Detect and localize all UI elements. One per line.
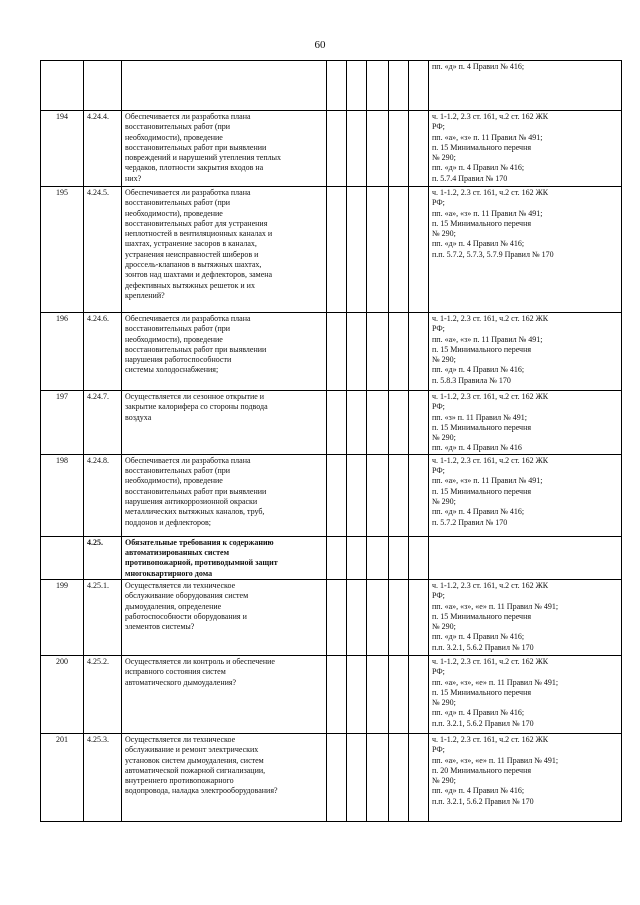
table-row — [41, 187, 622, 313]
answer-cell — [347, 111, 367, 187]
answer-cell — [347, 391, 367, 455]
question-line: необходимости), проведение — [125, 208, 223, 218]
answer-cell — [389, 313, 409, 391]
norm-line: пп. «а», «з», «е» п. 11 Правил № 491; — [432, 755, 559, 765]
norm-line: ч. 1-1.2, 2.3 ст. 161, ч.2 ст. 162 ЖК — [432, 314, 549, 323]
norm-line: РФ; — [432, 402, 445, 412]
item-code: 4.24.7. — [84, 391, 122, 455]
row-number — [41, 61, 84, 111]
answer-cell — [409, 61, 429, 111]
question-line: восстановительных работ (при — [125, 324, 231, 334]
norm-line: РФ; — [432, 466, 445, 476]
answer-cell — [409, 454, 429, 536]
norm-line: № 290; — [432, 698, 456, 708]
answer-cell — [327, 536, 347, 579]
norm-line: п. 5.7.2 Правил № 170 — [432, 517, 508, 527]
norm-references — [429, 536, 622, 579]
item-code: 4.24.4. — [84, 111, 122, 187]
question-line: зонтов над шахтами и дефлекторов, замена — [125, 270, 273, 280]
norm-line: ч. 1-1.2, 2.3 ст. 161, ч.2 ст. 162 ЖК — [432, 580, 549, 590]
answer-cell — [409, 391, 429, 455]
norm-line: п. 15 Минимального перечня — [432, 422, 532, 432]
question-line: Обеспечивается ли разработка плана — [125, 455, 251, 465]
norm-line: № 290; — [432, 355, 456, 365]
answer-cell — [409, 187, 429, 313]
question-line: обслуживание оборудования систем — [125, 591, 249, 601]
row-number: 199 — [41, 579, 84, 655]
norm-line: РФ; — [432, 122, 445, 132]
question-line: Осуществляется ли техническое — [125, 580, 236, 590]
question-text — [122, 733, 327, 821]
question-text — [122, 187, 327, 313]
answer-cell — [347, 733, 367, 821]
answer-cell — [367, 733, 389, 821]
norm-references — [429, 313, 622, 391]
norm-line: пп. «д» п. 4 Правил № 416; — [432, 786, 525, 796]
question-text — [122, 111, 327, 187]
table-row — [41, 579, 622, 655]
question-line: дымоудаления, определение — [125, 601, 222, 611]
answer-cell — [389, 111, 409, 187]
question-line: шахтах, устранение засоров в каналах, — [125, 239, 257, 249]
question-line: Обязательные требования к содержанию — [125, 537, 274, 547]
norm-line: РФ; — [432, 591, 445, 601]
answer-cell — [327, 579, 347, 655]
norm-line: п. 15 Минимального перечня — [432, 486, 532, 496]
question-line: чердаков, плотности закрытия входов на — [125, 163, 264, 173]
question-line: многоквартирного дома — [125, 568, 213, 578]
answer-cell — [389, 454, 409, 536]
answer-cell — [409, 579, 429, 655]
norm-references — [429, 187, 622, 313]
item-code — [84, 61, 122, 111]
norm-line: пп. «д» п. 4 Правил № 416; — [432, 365, 525, 375]
answer-cell — [347, 454, 367, 536]
answer-cell — [409, 733, 429, 821]
question-line: восстановительных работ (при — [125, 122, 231, 132]
answer-cell — [409, 313, 429, 391]
answer-cell — [389, 187, 409, 313]
table-row — [41, 313, 622, 391]
page-number: 60 — [314, 39, 326, 51]
answer-cell — [367, 313, 389, 391]
answer-cell — [367, 579, 389, 655]
question-text — [122, 391, 327, 455]
table-row — [41, 111, 622, 187]
question-line: автоматической пожарной сигнализации, — [125, 765, 266, 775]
question-line: воздуха — [125, 412, 152, 422]
norm-line: ч. 1-1.2, 2.3 ст. 161, ч.2 ст. 162 ЖК — [432, 188, 549, 197]
norm-line: ч. 1-1.2, 2.3 ст. 161, ч.2 ст. 162 ЖК — [432, 112, 549, 121]
question-line: исправного состояния систем — [125, 667, 226, 677]
row-number: 198 — [41, 454, 84, 536]
question-text — [122, 61, 327, 111]
row-number: 195 — [41, 187, 84, 313]
question-text — [122, 536, 327, 579]
answer-cell — [327, 313, 347, 391]
item-code: 4.25.2. — [84, 655, 122, 733]
answer-cell — [367, 391, 389, 455]
question-line: поддонов и дефлекторов; — [125, 517, 211, 527]
answer-cell — [327, 733, 347, 821]
item-code: 4.25.3. — [84, 733, 122, 821]
norm-references — [429, 61, 622, 111]
question-line: водопровода, наладка электрооборудования? — [125, 786, 278, 796]
answer-cell — [367, 454, 389, 536]
norm-line: п. 15 Минимального перечня — [432, 611, 532, 621]
question-line: Обеспечивается ли разработка плана — [125, 188, 251, 197]
answer-cell — [327, 111, 347, 187]
question-line: дефективных вытяжных решеток и их — [125, 280, 255, 290]
norm-line: п. 5.7.4 Правил № 170 — [432, 173, 508, 183]
norm-line: ч. 1-1.2, 2.3 ст. 161, ч.2 ст. 162 ЖК — [432, 392, 549, 401]
norm-line: РФ; — [432, 198, 445, 208]
norm-line: пп. «а», «з» п. 11 Правил № 491; — [432, 334, 543, 344]
question-line: обслуживание и ремонт электрических — [125, 745, 259, 755]
item-code: 4.24.8. — [84, 454, 122, 536]
question-line: автоматического дымоудаления? — [125, 677, 237, 687]
answer-cell — [389, 61, 409, 111]
table-row — [41, 391, 622, 455]
row-number: 201 — [41, 733, 84, 821]
norm-line: пп. «а», «з» п. 11 Правил № 491; — [432, 208, 543, 218]
norm-references — [429, 733, 622, 821]
question-line: Осуществляется ли сезонное открытие и — [125, 392, 265, 401]
norm-line: пп. «з» п. 11 Правил № 491; — [432, 412, 527, 422]
norm-line: № 290; — [432, 622, 456, 632]
norm-references — [429, 454, 622, 536]
row-number: 194 — [41, 111, 84, 187]
answer-cell — [367, 655, 389, 733]
norm-line: пп. «д» п. 4 Правил № 416; — [432, 507, 525, 517]
norm-line: № 290; — [432, 229, 456, 239]
norm-line: пп. «д» п. 4 Правил № 416; — [432, 632, 525, 642]
item-code: 4.25.1. — [84, 579, 122, 655]
question-line: дроссель-клапанов в вытяжных шахтах, — [125, 260, 262, 270]
answer-cell — [389, 655, 409, 733]
question-line: Осуществляется ли техническое — [125, 734, 236, 744]
norm-line: п. 15 Минимального перечня — [432, 218, 532, 228]
answer-cell — [327, 454, 347, 536]
norm-line: пп. «а», «з» п. 11 Правил № 491; — [432, 476, 543, 486]
answer-cell — [389, 579, 409, 655]
question-line: устранения неисправностей шиберов и — [125, 249, 259, 259]
norm-line: ч. 1-1.2, 2.3 ст. 161, ч.2 ст. 162 ЖК — [432, 455, 549, 465]
question-line: внутреннего противопожарного — [125, 776, 234, 786]
norm-line: п. 20 Минимального перечня — [432, 765, 532, 775]
question-text — [122, 655, 327, 733]
question-line: Осуществляется ли контроль и обеспечение — [125, 656, 275, 666]
norm-line: пп. «а», «з», «е» п. 11 Правил № 491; — [432, 601, 559, 611]
question-line: креплений? — [125, 290, 165, 300]
row-number: 197 — [41, 391, 84, 455]
norm-line: п. 15 Минимального перечня — [432, 687, 532, 697]
row-number — [41, 536, 84, 579]
question-line: восстановительных работ при выявлении — [125, 344, 267, 354]
question-line: системы холодоснабжения; — [125, 365, 219, 375]
norm-line: п.п. 3.2.1, 5.6.2 Правил № 170 — [432, 718, 534, 728]
question-line: работоспособности оборудования и — [125, 611, 247, 621]
question-text — [122, 454, 327, 536]
answer-cell — [367, 111, 389, 187]
question-line: необходимости), проведение — [125, 476, 223, 486]
answer-cell — [347, 655, 367, 733]
norm-line: РФ; — [432, 324, 445, 334]
question-text — [122, 579, 327, 655]
question-line: автоматизированных систем — [125, 548, 230, 558]
question-text — [122, 313, 327, 391]
answer-cell — [347, 579, 367, 655]
question-line: нарушения работоспособности — [125, 355, 232, 365]
question-line: нарушения антикоррозионной окраски — [125, 496, 258, 506]
question-line: противопожарной, противодымной защит — [125, 558, 278, 568]
question-line: необходимости), проведение — [125, 132, 223, 142]
table-row — [41, 733, 622, 821]
question-line: повреждений и нарушений утепления теплых — [125, 153, 281, 163]
question-line: установок систем дымоудаления, систем — [125, 755, 264, 765]
norm-line: ч. 1-1.2, 2.3 ст. 161, ч.2 ст. 162 ЖК — [432, 734, 549, 744]
norm-references — [429, 579, 622, 655]
answer-cell — [409, 536, 429, 579]
norm-line: пп. «д» п. 4 Правил № 416; — [432, 239, 525, 249]
question-line: закрытие калорифера со стороны подвода — [125, 402, 268, 412]
question-line: Обеспечивается ли разработка плана — [125, 314, 251, 323]
question-line: восстановительных работ для устранения — [125, 218, 268, 228]
question-line: восстановительных работ при выявлении — [125, 142, 267, 152]
answer-cell — [389, 733, 409, 821]
norm-line: пп. «д» п. 4 Правил № 416; — [432, 163, 525, 173]
norm-line: п.п. 3.2.1, 5.6.2 Правил № 170 — [432, 642, 534, 652]
answer-cell — [409, 655, 429, 733]
answer-cell — [389, 391, 409, 455]
answer-cell — [347, 187, 367, 313]
row-number: 200 — [41, 655, 84, 733]
answer-cell — [367, 536, 389, 579]
norm-line: п. 15 Минимального перечня — [432, 142, 532, 152]
norm-line: ч. 1-1.2, 2.3 ст. 161, ч.2 ст. 162 ЖК — [432, 656, 549, 666]
norm-line: пп. «а», «з» п. 11 Правил № 491; — [432, 132, 543, 142]
norm-line: пп. «д» п. 4 Правил № 416; — [432, 62, 525, 71]
answer-cell — [327, 655, 347, 733]
answer-cell — [347, 61, 367, 111]
answer-cell — [367, 61, 389, 111]
norm-line: п. 15 Минимального перечня — [432, 344, 532, 354]
question-line: необходимости), проведение — [125, 334, 223, 344]
item-code: 4.25. — [84, 536, 122, 579]
answer-cell — [327, 61, 347, 111]
answer-cell — [367, 187, 389, 313]
item-code: 4.24.5. — [84, 187, 122, 313]
question-line: восстановительных работ (при — [125, 198, 231, 208]
table-row — [41, 61, 622, 111]
norm-line: № 290; — [432, 776, 456, 786]
item-code: 4.24.6. — [84, 313, 122, 391]
answer-cell — [327, 187, 347, 313]
question-line: восстановительных работ при выявлении — [125, 486, 267, 496]
norm-line: пп. «а», «з», «е» п. 11 Правил № 491; — [432, 677, 559, 687]
question-line: них? — [125, 173, 142, 183]
answer-cell — [327, 391, 347, 455]
answer-cell — [347, 536, 367, 579]
question-line: неплотностей в вентиляционных каналах и — [125, 229, 273, 239]
norm-line: РФ; — [432, 667, 445, 677]
norm-references — [429, 655, 622, 733]
section-header-row — [41, 536, 622, 579]
norm-references — [429, 391, 622, 455]
norm-line: п.п. 5.7.2, 5.7.3, 5.7.9 Правил № 170 — [432, 249, 554, 259]
norm-line: № 290; — [432, 496, 456, 506]
answer-cell — [409, 111, 429, 187]
norm-line: пп. «д» п. 4 Правил № 416; — [432, 708, 525, 718]
norm-line: пп. «д» п. 4 Правил № 416 — [432, 443, 522, 453]
row-number: 196 — [41, 313, 84, 391]
norm-line: № 290; — [432, 153, 456, 163]
question-line: Обеспечивается ли разработка плана — [125, 112, 251, 121]
norm-line: п. 5.8.3 Правила № 170 — [432, 375, 511, 385]
norm-line: РФ; — [432, 745, 445, 755]
requirements-table — [40, 60, 622, 822]
question-line: элементов системы? — [125, 622, 195, 632]
question-line: восстановительных работ (при — [125, 466, 231, 476]
table-row — [41, 655, 622, 733]
norm-references — [429, 111, 622, 187]
answer-cell — [347, 313, 367, 391]
norm-line: № 290; — [432, 433, 456, 443]
norm-line: п.п. 3.2.1, 5.6.2 Правил № 170 — [432, 796, 534, 806]
question-line: металлических вытяжных каналов, труб, — [125, 507, 265, 517]
table-row — [41, 454, 622, 536]
answer-cell — [389, 536, 409, 579]
